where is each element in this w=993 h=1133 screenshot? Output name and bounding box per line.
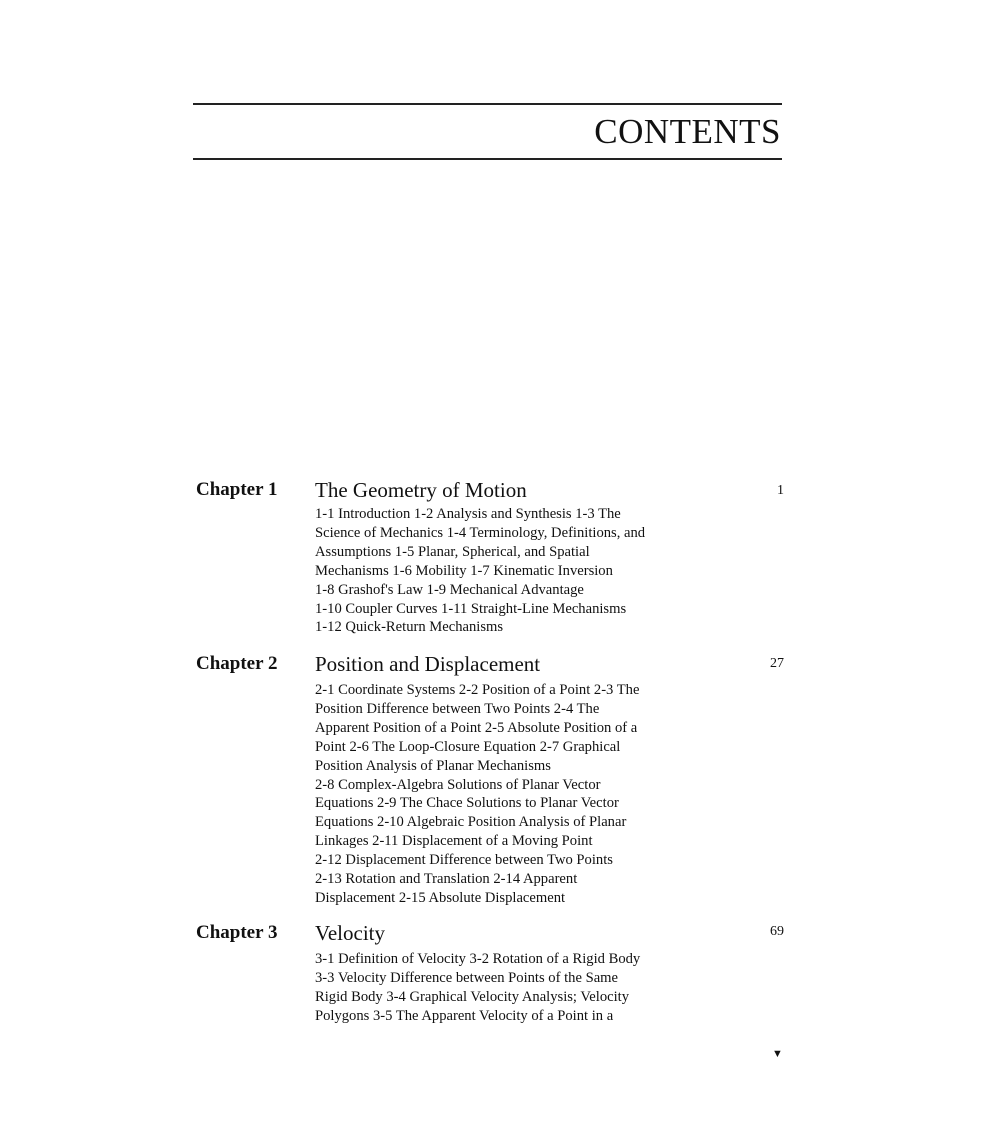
section-line: Apparent Position of a Point 2-5 Absolute Position of a: [315, 719, 638, 736]
section-line: Position Analysis of Planar Mechanisms: [315, 757, 551, 774]
chapter-sections: [315, 505, 735, 637]
chapter-label: Chapter 2: [196, 653, 278, 674]
section-line: Position Difference between Two Points 2-4 The: [315, 700, 600, 717]
section-line: 2-1 Coordinate Systems 2-2 Position of a Point 2-3 The: [315, 682, 640, 698]
section-line: Point 2-6 The Loop-Closure Equation 2-7 Graphical: [315, 738, 621, 755]
section-line: 2-13 Rotation and Translation 2-14 Apparent: [315, 871, 578, 888]
chapter-sections: [315, 681, 735, 908]
section-line: Mechanisms 1-6 Mobility 1-7 Kinematic Inversion: [315, 562, 613, 579]
chapter-title: Velocity: [315, 921, 385, 945]
section-line: Displacement 2-15 Absolute Displacement: [315, 889, 566, 906]
section-line: Linkages 2-11 Displacement of a Moving Point: [315, 833, 593, 850]
chapter-sections: [315, 950, 735, 1026]
section-line: Equations 2-10 Algebraic Position Analysis of Planar: [315, 814, 627, 831]
section-line: 2-8 Complex-Algebra Solutions of Planar Vector: [315, 776, 601, 793]
bottom-rule: [193, 158, 782, 160]
chapter-title: The Geometry of Motion: [315, 478, 527, 502]
chapter-label: Chapter 3: [196, 922, 278, 943]
section-line: Equations 2-9 The Chace Solutions to Planar Vector: [315, 795, 619, 812]
section-line: Rigid Body 3-4 Graphical Velocity Analysis; Velocity: [315, 988, 630, 1005]
section-line: 3-3 Velocity Difference between Points of the Same: [315, 969, 619, 986]
continued-arrow-icon: ▼: [772, 1048, 783, 1060]
top-rule: [193, 103, 782, 105]
section-line: Assumptions 1-5 Planar, Spherical, and Spatial: [315, 543, 590, 560]
section-line: 1-8 Grashof's Law 1-9 Mechanical Advantage: [315, 581, 584, 598]
section-line: 1-12 Quick-Return Mechanisms: [315, 619, 504, 636]
chapter-page-number: 1: [777, 483, 784, 498]
section-line: 3-1 Definition of Velocity 3-2 Rotation of a Rigid Body: [315, 951, 641, 967]
section-line: 1-10 Coupler Curves 1-11 Straight-Line Mechanisms: [315, 600, 627, 617]
section-line: Science of Mechanics 1-4 Terminology, Definitions, and: [315, 524, 646, 541]
chapter-title: Position and Displacement: [315, 652, 541, 676]
section-line: 1-1 Introduction 1-2 Analysis and Synthesis 1-3 The: [315, 506, 621, 522]
chapter-page-number: 69: [770, 924, 784, 939]
page-title: CONTENTS: [594, 112, 781, 151]
section-line: Polygons 3-5 The Apparent Velocity of a Point in a: [315, 1007, 614, 1024]
chapter-page-number: 27: [770, 656, 784, 671]
chapter-label: Chapter 1: [196, 479, 278, 500]
section-line: 2-12 Displacement Difference between Two Points: [315, 852, 613, 869]
